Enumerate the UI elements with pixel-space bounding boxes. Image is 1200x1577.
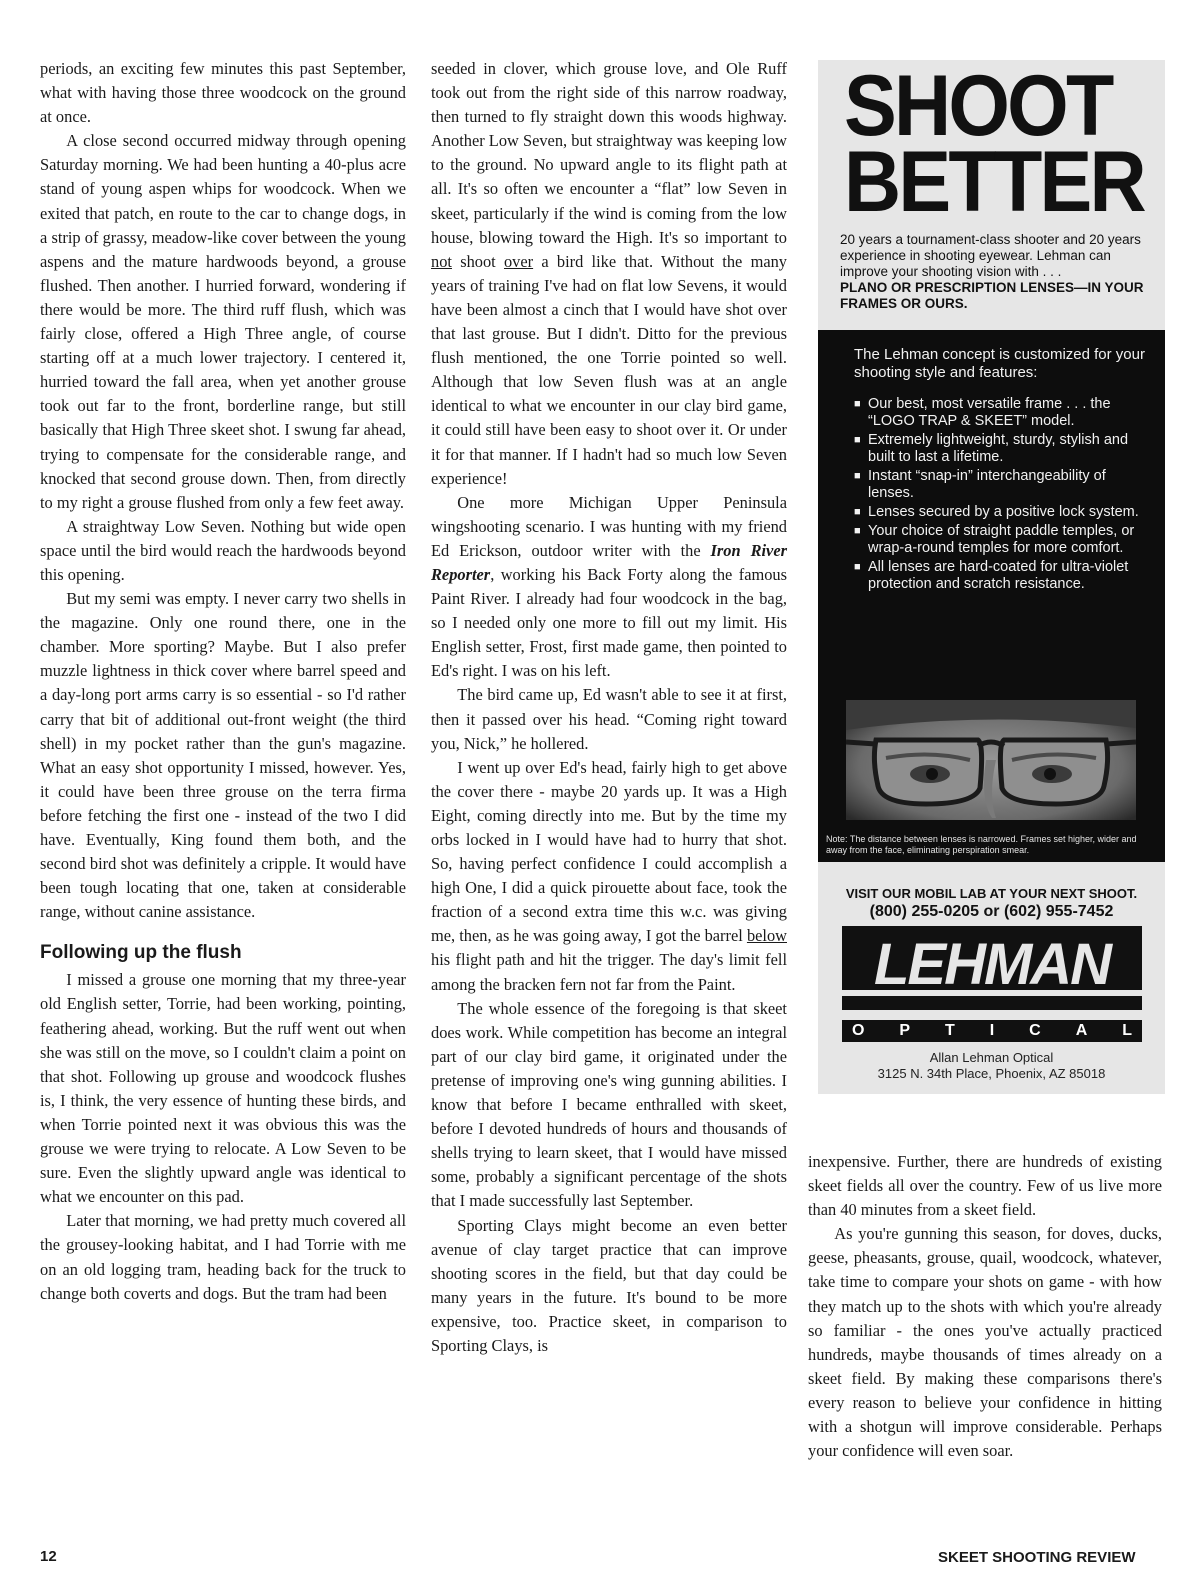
optical-letter: P — [899, 1022, 911, 1039]
magazine-title: SKEET SHOOTING REVIEW — [938, 1549, 1136, 1566]
paragraph: A close second occurred midway through opening Saturday morning. We had been hunting a 40-plus acre stand of young aspen whips for woodcock. When we exited that patch, en route to the car to change dogs, in a strip of grassy, meadow-like cover between the young aspens and the mature hardwoods beyond, a grouse flushed. Then another. I hurried forward, wondering if there would be more. The third ruff flush, which was fairly close, offered a High Three angle, of course starting off at a much lower trajectory. I centered it, hurried toward the fall area, when yet another grouse took out far to the front, borderline range, but still basically that High Three skeet shot. I swung far ahead, trying to compensate for the considerable range, and knocked that second grouse down. Then, from directly to my right a grouse flushed from only a few feet away. — [40, 131, 406, 512]
paragraph: periods, an exciting few minutes this past September, what with having those three woodcock on the ground at once. — [40, 59, 406, 127]
paragraph — [431, 57, 787, 491]
lehman-logo-text: LEHMAN — [873, 932, 1111, 997]
lehman-optical-advertisement — [818, 60, 1165, 1094]
ad-feature-item: ■ Instant “snap-in” interchangeability of lenses. — [854, 468, 1154, 502]
text-span: shoot — [451, 251, 504, 271]
ad-address — [818, 1050, 1165, 1082]
ad-phone-numbers: (800) 255-0205 or (602) 955-7452 — [869, 903, 1114, 920]
paragraph: inexpensive. Further, there are hundreds of existing skeet fields all over the country. Few of us live more than 40 minutes from a skeet field. — [808, 1152, 1162, 1220]
ad-street-address: 3125 N. 34th Place, Phoenix, AZ 85018 — [877, 1066, 1106, 1081]
article-column-1 — [40, 57, 406, 1306]
ad-feature-title: The Lehman concept is customized for your shooting style and features: — [854, 346, 1145, 381]
optical-letter: I — [989, 1022, 995, 1039]
ad-headline-line: BETTER — [844, 134, 1144, 230]
underlined-text: below — [746, 926, 787, 946]
text-span: One more Michigan Upper Peninsula wingshooting scenario. I was hunting with my friend Ed Erickson, outdoor writer with the — [431, 492, 787, 560]
ad-feature-item: ■ All lenses are hard-coated for ultra-violet protection and scratch resistance. — [854, 559, 1154, 593]
paragraph — [431, 756, 787, 997]
face-with-glasses-illustration — [846, 700, 1136, 820]
ad-note: Note: The distance between lenses is narrowed. Frames set higher, wider and away from the face, eliminating perspiration smear. — [826, 834, 1137, 855]
ad-feature-item: ■ Extremely lightweight, sturdy, stylish and built to last a lifetime. — [854, 432, 1154, 466]
paragraph: As you're gunning this season, for doves, ducks, geese, pheasants, grouse, quail, woodcock, whatever, take time to compare your shots on game - with how they match up to the shots with which you're already so familiar - the ones you've actually practiced hundreds, maybe thousands of times already on a skeet field. By making these comparisons there's every reason to believe your confidence in hitting with a shotgun will improve considerable. Perhaps your confidence will even soar. — [808, 1224, 1162, 1461]
section-heading: Following up the flush — [40, 942, 242, 964]
ad-feature-item: ■ Lenses secured by a positive lock system. — [854, 504, 1154, 521]
text-span: seeded in clover, which grouse love, and Ole Ruff took out from the right side of this narrow roadway, then turned to fly straight down this woods highway. Another Low Seven, but straightway was keeping low to the ground. No upward angle to its flight path at all. It's so often we encounter a “flat” low Seven in skeet, particularly if the wind is coming from the low house, blowing toward the High. It's so important to — [431, 59, 787, 247]
paragraph: I missed a grouse one morning that my three-year old English setter, Torrie, had been working, pointing, feathering ahead, working. But the ruff went out when she was still on the move, so I couldn't claim a point on that shot. Following up grouse and woodcock flushes is, I think, the very essence of hunting these birds, and when Torrie pointed next it was obvious this was the grouse we were trying to relocate. A Low Seven to be sure. Even the slightly upward angle was identical to what we encounter on this pad. — [40, 970, 406, 1207]
paragraph: A straightway Low Seven. Nothing but wide open space until the bird would reach the hardwoods beyond this opening. — [40, 516, 406, 584]
optical-letter: C — [1029, 1022, 1041, 1039]
ad-feature-box — [818, 330, 1165, 862]
lehman-logo — [842, 926, 1142, 1010]
ad-headline-line: SHOOT — [844, 60, 1112, 154]
optical-letter: T — [945, 1022, 955, 1039]
optical-letter: L — [1122, 1022, 1132, 1039]
article-column-3 — [808, 1150, 1162, 1463]
text-span: I went up over Ed's head, fairly high to get above the cover there - maybe 20 yards up. It was a High Eight, coming directly into me. But by the time my orbs locked in I would have had to hurry that shot. So, having perfect confidence I could accomplish a high One, I did a quick pirouette about face, took the fraction of a second extra time this w.c. was giving me, then, as he was going away, I got the barrel — [431, 757, 787, 946]
underlined-text: not — [431, 251, 452, 271]
ad-feature-item: ■ Your choice of straight paddle temples, or wrap-a-round temples for more comfort. — [854, 523, 1154, 557]
paragraph — [431, 491, 787, 684]
optical-wordmark — [842, 1020, 1142, 1042]
optical-letter: O — [852, 1022, 865, 1039]
ad-feature-list — [854, 396, 1154, 595]
text-span: a bird like that. Without the many years of training I've had on flat low Sevens, it would have been almost a cinch that I would have shot over that last grouse. But I didn't. Ditto for the previous flush mentioned, the one Torrie pointed so well. Although that low Seven flush was at an angle identical to what we encounter in our clay bird game, it could still have been easy to shoot over it. Or under it for that manner. If I hadn't had so much low Seven experience! — [431, 251, 787, 488]
text-span: , working his Back Forty along the famous Paint River. I already had four woodcock in the bag, so I needed only one more to fill out my limit. His English setter, Frost, first made game, then pointed to Ed's right. I was on his left. — [431, 564, 787, 681]
optical-letter: A — [1075, 1022, 1088, 1039]
ad-intro-bold: PLANO OR PRESCRIPTION LENSES—IN YOUR FRAMES OR OURS. — [840, 280, 1144, 311]
page-number: 12 — [40, 1548, 57, 1565]
paragraph: The bird came up, Ed wasn't able to see it at first, then it passed over his head. “Coming right toward you, Nick,” he hollered. — [431, 685, 787, 753]
ad-intro — [840, 232, 1150, 312]
ad-feature-item: ■ Our best, most versatile frame . . . the “LOGO TRAP & SKEET” model. — [854, 396, 1154, 430]
paragraph: Sporting Clays might become an even better avenue of clay target practice that can improve shooting scores in the field, but that day could be many years in the future. It's bound to be more expensive, too. Practice skeet, in comparison to Sporting Clays, is — [431, 1215, 787, 1355]
ad-headline — [844, 60, 1144, 230]
article-column-2 — [431, 57, 787, 1358]
paragraph: Later that morning, we had pretty much covered all the grousey-looking habitat, and I had Torrie with me on an old logging tram, heading back for the truck to change both coverts and dogs. But the tram had been — [40, 1211, 406, 1303]
text-span: his flight path and hit the trigger. The day's limit fell among the bracken fern not far from the Paint. — [431, 950, 787, 994]
ad-company-name: Allan Lehman Optical — [929, 1050, 1054, 1065]
man-wearing-shooting-glasses-photo — [846, 700, 1136, 820]
underlined-text: over — [503, 251, 534, 271]
paragraph: The whole essence of the foregoing is that skeet does work. While competition has become an integral part of our clay bird game, it originated under the pretense of improving one's wing gunning abilities. I know that before I became enthralled with skeet, before I devoted hundreds of hours and thousands of shells trying to learn skeet, that I would have missed some, probably a significant percentage of the shots that I made successfully last September. — [431, 998, 787, 1211]
publication-name: Iron River Reporter — [431, 540, 787, 584]
ad-intro-text: 20 years a tournament-class shooter and 20 years experience in shooting eyewear. Lehman can improve your shooting vision with . . . — [840, 232, 1141, 279]
ad-visit-callout: VISIT OUR MOBIL LAB AT YOUR NEXT SHOOT. — [845, 886, 1138, 901]
paragraph: But my semi was empty. I never carry two shells in the magazine. Only one round there, one in the chamber. More sporting? Maybe. But I also prefer muzzle lightness in thick cover where barrel speed and a day-long port arms carry is so essential - so I'd rather carry that bit of additional out-front weight (the third shell) in my pocket rather than the gun's magazine. What an easy shot opportunity I missed, however. Yes, it could have been three grouse on the terra firma before fetching the first one - instead of the two I did have. Eventually, King found them both, and the second bird shot was definitely a cripple. It would have been tough locating that one, taken at considerable range, without canine assistance. — [40, 589, 406, 922]
